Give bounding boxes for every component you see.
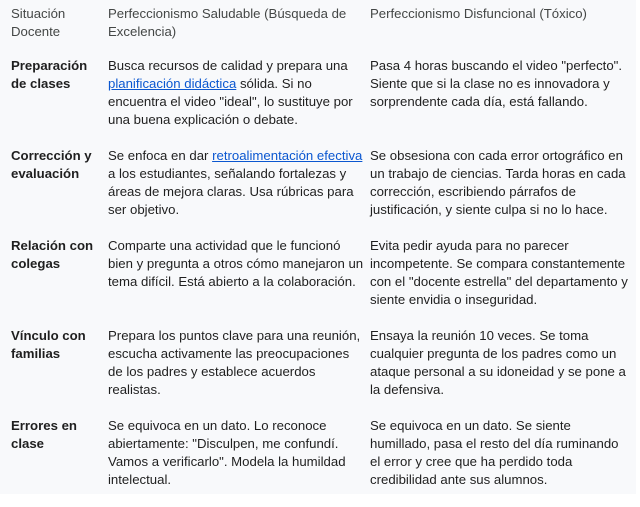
header-healthy: Perfeccionismo Saludable (Búsqueda de Excelencia) (108, 6, 347, 39)
healthy-cell (108, 57, 370, 147)
table-row (0, 57, 636, 147)
table-row (0, 327, 636, 417)
healthy-text: Se enfoca en dar (108, 148, 213, 163)
table-row (0, 417, 636, 507)
toxic-cell: Pasa 4 horas buscando el video "perfecto". Siente que si la clase no es innovadora y sorprendente cada día, está fallando. (370, 58, 623, 109)
toxic-cell: Se obsesiona con cada error ortográfico en un trabajo de ciencias. Tarda horas en cada corrección, escribiendo párrafos de justificación, y siente culpa si no lo hace. (370, 148, 626, 217)
table-row (0, 147, 636, 237)
table-row (0, 237, 636, 327)
header-toxic: Perfeccionismo Disfuncional (Tóxico) (370, 6, 587, 21)
situation-cell: Corrección y evaluación (11, 148, 92, 181)
healthy-cell: Comparte una actividad que le funcionó bien y pregunta a otros cómo manejaron un tema difícil. Está abierto a la colaboración. (108, 238, 364, 289)
healthy-text: Busca recursos de calidad y prepara una (108, 58, 348, 73)
situation-cell: Vínculo con familias (11, 328, 86, 361)
situation-cell: Relación con colegas (11, 238, 94, 271)
situation-cell: Preparación de clases (11, 58, 88, 91)
toxic-cell: Evita pedir ayuda para no parecer incompetente. Se compara constantemente con el "docente estrella" del departamento y siente envidia o inseguridad. (370, 238, 628, 307)
healthy-text: a los estudiantes, señalando fortalezas y áreas de mejora claras. Usa rúbricas para ser objetivo. (108, 166, 354, 217)
healthy-text: sólida. Si no encuentra el video "ideal", lo sustituye por una buena explicación o debate. (108, 76, 353, 127)
healthy-cell: Se equivoca en un dato. Lo reconoce abiertamente: "Disculpen, me confundí. Vamos a verificarlo". Modela la humildad intelectual. (108, 418, 346, 487)
table-header-row (0, 0, 636, 57)
healthy-cell: Prepara los puntos clave para una reunión, escucha activamente las preocupaciones de los padres y establece acuerdos realistas. (108, 328, 361, 397)
healthy-cell (108, 147, 370, 237)
planificacion-didactica-link[interactable]: planificación didáctica (108, 76, 237, 91)
retroalimentacion-efectiva-link[interactable]: retroalimentación efectiva (212, 148, 363, 163)
toxic-cell: Ensaya la reunión 10 veces. Se toma cualquier pregunta de los padres como un ataque personal a su idoneidad y se pone a la defensiva. (370, 328, 626, 397)
header-situation: Situación Docente (11, 6, 66, 39)
toxic-cell: Se equivoca en un dato. Se siente humillado, pasa el resto del día ruminando el error y cree que ha perdido toda credibilidad ante sus alumnos. (370, 418, 619, 487)
situation-cell: Errores en clase (11, 418, 77, 451)
